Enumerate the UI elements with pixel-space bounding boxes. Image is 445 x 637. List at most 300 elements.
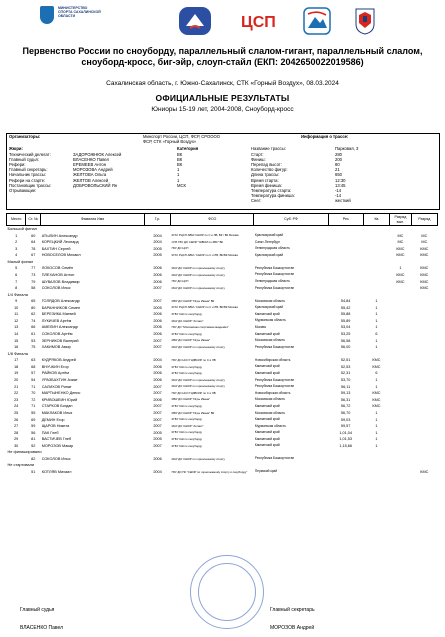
- logo-bar: [0, 4, 445, 42]
- table-cell: [390, 397, 412, 404]
- organizers-label: Организаторы:: [9, 134, 41, 139]
- ministry-logo: [40, 6, 102, 36]
- table-cell: 70: [31, 391, 36, 396]
- table-cell: 1: [375, 437, 378, 442]
- table-cell: 2004: [153, 240, 162, 245]
- table-cell: 2006: [153, 312, 162, 317]
- table-cell: [328, 246, 363, 253]
- table-cell: 2007: [153, 345, 162, 350]
- table-cell: 2007: [153, 384, 162, 389]
- organizers-value: Минспорт России, ЦСП, ФСР, СРОООО ФСР, СТК «Горный Воздух»: [143, 134, 221, 145]
- table-cell: Камчатский край: [254, 430, 280, 435]
- ministry-emblem-icon: [40, 6, 54, 24]
- table-cell: ГБУ ДО ЦСП: [171, 279, 189, 284]
- table-cell: КМС: [372, 404, 381, 409]
- table-row: [7, 344, 438, 351]
- track-value: 200: [335, 156, 342, 162]
- category-label: Категория: [177, 146, 199, 152]
- table-cell: ГБУ ДО ЦСП: [171, 246, 189, 251]
- table-cell: 2007: [153, 391, 162, 396]
- section-title: 1/8 Финала: [7, 350, 28, 356]
- table-cell: 2007: [153, 299, 162, 304]
- results-header-row: [7, 214, 438, 226]
- table-row: [7, 272, 438, 279]
- jury-category: ВК: [177, 151, 183, 157]
- table-cell: [411, 443, 437, 450]
- table-cell: 1: [375, 299, 378, 304]
- table-cell: АТЫЛИН Александр: [41, 233, 78, 238]
- csp-logo-text: ЦСП: [241, 14, 276, 31]
- table-cell: Камчатский край: [254, 403, 280, 408]
- table-cell: [390, 357, 412, 364]
- section-title: Малый финал: [7, 258, 34, 264]
- table-cell: КГБУ СШ по сноуборду: [171, 331, 202, 336]
- jury-name: МОРОЗОВА Андрей: [73, 167, 113, 173]
- table-cell: [7, 456, 26, 463]
- table-cell: 1,01,53: [339, 437, 352, 442]
- table-cell: 30: [14, 443, 19, 448]
- table-row: [7, 416, 438, 423]
- table-cell: [328, 272, 363, 279]
- table-cell: КМС: [420, 469, 429, 474]
- table-cell: 4: [15, 253, 18, 258]
- table-row: [7, 357, 438, 364]
- table-cell: КМС: [420, 266, 429, 271]
- jury-role: Технический делегат:: [9, 151, 51, 157]
- table-cell: ПЛЕХАНОВ Антон: [41, 272, 75, 277]
- table-cell: 2006: [153, 279, 162, 284]
- table-cell: [390, 311, 412, 318]
- table-cell: 1: [375, 430, 378, 435]
- table-cell: 53,70: [340, 378, 351, 383]
- table-cell: [363, 232, 389, 239]
- table-cell: ДЕМИН Егор: [41, 417, 65, 422]
- table-cell: КМС: [420, 246, 429, 251]
- table-cell: 11: [14, 312, 19, 317]
- table-cell: 17: [14, 358, 19, 363]
- table-cell: СОКОЛОВ Илья: [41, 456, 71, 461]
- table-cell: 52,31: [340, 371, 351, 376]
- table-cell: 78: [31, 246, 36, 251]
- table-cell: КМС: [372, 397, 381, 402]
- table-cell: РАЙКОВ Артём: [41, 371, 69, 376]
- table-row: [7, 232, 438, 239]
- track-key: Количество фигур:: [251, 167, 288, 173]
- table-cell: ВАСТИЧЕВ Глеб: [41, 437, 72, 442]
- table-cell: КГБУ СШ по сноуборду: [171, 364, 202, 369]
- table-cell: КГАУ РЦСП АВМ / СШОР по С и ЛВ, ВК/ВК Москва: [171, 253, 238, 258]
- info-grid: [7, 146, 439, 203]
- table-cell: 6: [375, 371, 378, 376]
- track-key: Старт:: [251, 151, 264, 157]
- table-cell: [363, 285, 389, 292]
- table-cell: КГБУ СШ по сноуборду: [171, 371, 202, 376]
- table-cell: 2007: [153, 443, 162, 448]
- jury-role: Отрывающие:: [9, 188, 37, 194]
- table-cell: 14: [14, 332, 19, 337]
- table-cell: [390, 410, 412, 417]
- jury-role: Начальник трассы:: [9, 172, 46, 178]
- table-cell: 12: [14, 318, 19, 323]
- table-cell: 23: [14, 397, 19, 402]
- table-cell: [411, 337, 437, 344]
- table-cell: [411, 416, 437, 423]
- table-cell: [411, 436, 437, 443]
- table-cell: ГБУ ДО "Московская спортивная академия": [171, 325, 229, 330]
- table-cell: [390, 298, 412, 305]
- table-cell: Республика Башкортостан: [254, 456, 295, 461]
- table-cell: 55,88: [340, 312, 351, 317]
- table-cell: 5: [15, 266, 18, 271]
- table-cell: [390, 456, 412, 463]
- table-cell: 2005: [153, 437, 162, 442]
- table-cell: 9: [15, 299, 18, 304]
- table-cell: 62: [31, 312, 36, 317]
- table-cell: 1: [375, 318, 378, 323]
- table-row: [7, 311, 438, 318]
- table-cell: КМС: [420, 279, 429, 284]
- table-cell: 56,11: [341, 384, 351, 389]
- column-header: Рез: [328, 214, 363, 226]
- table-cell: Пермский край: [254, 469, 278, 474]
- table-cell: ЩАРОВ Никита: [41, 424, 70, 429]
- table-cell: 81: [31, 437, 36, 442]
- table-cell: 2004: [153, 358, 162, 363]
- table-row: [7, 318, 438, 325]
- table-cell: 1: [375, 325, 378, 330]
- jury-category: ВК: [177, 156, 183, 162]
- table-cell: Красноярский край: [254, 305, 284, 310]
- track-key: Финиш:: [251, 156, 266, 162]
- table-cell: МАУ ДО СШОР по горнолыжному спорту: [171, 344, 225, 349]
- table-cell: Республика Башкортостан: [254, 272, 295, 277]
- table-cell: 73: [31, 272, 36, 277]
- table-cell: [390, 331, 412, 338]
- jury-role: Главный секретарь:: [9, 167, 48, 173]
- table-cell: КМС: [372, 364, 381, 369]
- table-cell: МАУ ДО СШОР по горнолыжному спорту: [171, 384, 225, 389]
- table-cell: 77: [31, 266, 36, 271]
- column-header: Кв: [363, 214, 389, 226]
- table-cell: КМС: [420, 253, 429, 258]
- table-cell: МОРОЗОВ Макар: [41, 443, 74, 448]
- table-cell: МБУ ДО СШОР "Игры Ивана": [171, 338, 211, 343]
- table-cell: [328, 265, 363, 272]
- table-cell: 2005: [153, 246, 162, 251]
- table-cell: [390, 443, 412, 450]
- column-header: Место: [7, 214, 26, 226]
- track-key: Снег:: [251, 198, 262, 204]
- track-key: Время финиша:: [251, 182, 283, 188]
- table-cell: 6: [15, 272, 18, 277]
- column-header: Ст. №: [26, 214, 41, 226]
- column-header: Фамилия Имя: [41, 214, 145, 226]
- column-header: ФСО: [171, 214, 254, 226]
- table-cell: 2007: [153, 411, 162, 415]
- table-row: [7, 456, 438, 463]
- table-cell: КМС: [396, 272, 405, 277]
- table-cell: 2006: [153, 318, 162, 323]
- table-cell: КМС: [372, 391, 381, 396]
- table-row: [7, 436, 438, 443]
- table-cell: [390, 324, 412, 331]
- table-cell: 61: [31, 332, 36, 337]
- table-cell: МАУ ДО СШОР по горнолыжному спорту: [171, 266, 225, 270]
- table-cell: УРАЗБАХТИН Азиат: [41, 378, 78, 383]
- table-cell: 59,13: [340, 391, 351, 396]
- jury-category: ВК: [177, 162, 183, 168]
- table-cell: 71: [31, 384, 36, 389]
- table-row: [7, 403, 438, 410]
- info-block: [6, 133, 440, 210]
- table-cell: 1,15,66: [339, 443, 352, 448]
- table-cell: 2006: [153, 371, 162, 376]
- table-cell: [328, 285, 363, 292]
- table-row: [7, 443, 438, 450]
- table-cell: [328, 232, 363, 239]
- table-cell: 2007: [153, 424, 162, 429]
- table-cell: [411, 403, 437, 410]
- jury-name: ЖЕЛТОВА Ольга: [73, 172, 107, 178]
- table-cell: [328, 239, 363, 246]
- table-cell: ЛОКОСОВ Семён: [41, 266, 74, 271]
- jury-name: ЖЕЛТОВ Алексей: [73, 177, 109, 183]
- table-cell: [411, 344, 437, 351]
- table-cell: Ленинградская область: [254, 279, 290, 284]
- table-cell: [363, 239, 389, 246]
- track-value: 280: [335, 151, 342, 157]
- table-cell: 15: [14, 338, 19, 343]
- table-cell: БАХТИН Сергей: [41, 246, 71, 251]
- table-cell: 56: [31, 430, 36, 435]
- table-cell: 54: [31, 378, 36, 383]
- table-cell: [390, 403, 412, 410]
- table-cell: 59: [31, 424, 36, 429]
- table-cell: 53,25: [340, 332, 351, 337]
- table-cell: [390, 318, 412, 325]
- table-cell: 56,72: [340, 404, 351, 409]
- table-cell: МАУ ДО СШОР по горнолыжному спорту: [171, 456, 225, 461]
- table-cell: 56,31: [340, 397, 351, 402]
- table-cell: 1: [375, 338, 378, 343]
- table-cell: 2006: [153, 272, 162, 277]
- secretary-label: Главный секретарь: [270, 607, 315, 613]
- table-cell: 2004: [153, 233, 162, 238]
- section-title: Большой финал: [7, 226, 37, 232]
- table-row: [7, 370, 438, 377]
- table-cell: 1: [375, 378, 378, 383]
- table-cell: 56,70: [340, 411, 351, 415]
- table-cell: 29: [14, 437, 19, 442]
- table-cell: 57: [31, 371, 36, 376]
- track-key: Температура финиша:: [251, 193, 295, 199]
- table-cell: 2005: [153, 305, 162, 310]
- table-cell: [363, 252, 389, 259]
- table-cell: [363, 272, 389, 279]
- table-cell: Республика Башкортостан: [254, 344, 295, 349]
- table-cell: КГАУ РЦСП АВМ / СШОР по С и ЛВ, ВК/ВК Москва: [171, 305, 238, 310]
- table-cell: Камчатский край: [254, 331, 280, 336]
- jury-name: ВЛАСЕНКО Павел: [73, 156, 109, 162]
- table-cell: [390, 370, 412, 377]
- table-cell: [328, 456, 363, 463]
- table-cell: [411, 456, 437, 463]
- table-cell: 51: [31, 469, 36, 474]
- table-cell: 2006: [153, 456, 162, 461]
- table-row: [7, 239, 438, 246]
- table-cell: [411, 318, 437, 325]
- table-cell: Камчатский край: [254, 436, 280, 441]
- table-cell: 2: [15, 240, 18, 245]
- table-cell: КРИВОШЕИН Юрий: [41, 397, 78, 402]
- table-cell: БАРАННИКОВ Семен: [41, 305, 81, 310]
- table-cell: КГАУ РЦСП АВМ/ СШОР по С и ЛВ, ВК / ВК Москва: [171, 233, 239, 238]
- table-cell: МАУ ДО СШОР по горнолыжному спорту: [171, 272, 225, 277]
- table-cell: [390, 344, 412, 351]
- table-cell: 18: [14, 364, 19, 369]
- table-cell: [411, 331, 437, 338]
- table-row: [7, 305, 438, 312]
- table-cell: КГБУ СШ по сноуборду: [171, 417, 202, 422]
- jury-category: 1: [177, 167, 180, 173]
- table-cell: [411, 311, 437, 318]
- jury-category: МСК: [177, 182, 186, 188]
- table-cell: МАКЛАКОВ Илья: [41, 411, 73, 415]
- table-cell: [363, 469, 389, 476]
- table-cell: [411, 324, 437, 331]
- table-cell: 22: [14, 391, 19, 396]
- table-cell: САЛИХОВ Ринат: [41, 384, 72, 389]
- table-cell: [411, 305, 437, 312]
- table-cell: 1: [15, 233, 18, 238]
- table-row: [7, 469, 438, 476]
- chief-judge-name: ВЛАСЕНКО Павел: [20, 625, 63, 631]
- table-cell: ХАКИМОВ Амир: [41, 345, 71, 350]
- table-cell: 1: [375, 443, 378, 448]
- jury-label: Жюри:: [9, 146, 23, 152]
- table-cell: МАУ ДО СШОР по горнолыжному спорту: [171, 377, 225, 382]
- table-cell: ГБУ ДО НСО ГЦЗВСИР по С и ЛВ: [171, 390, 216, 395]
- location-date: Сахалинская область, г. Южно-Сахалинск, СТК «Горный Воздух», 08.03.2024: [106, 80, 339, 87]
- jury-role: Постановщик трассы:: [9, 182, 52, 188]
- table-cell: 1: [375, 411, 378, 415]
- table-cell: Московская область: [254, 298, 286, 303]
- table-cell: [390, 383, 412, 390]
- table-cell: КГБУ СШ по сноуборду: [171, 437, 202, 442]
- table-cell: [328, 252, 363, 259]
- jury-name: ДОБРОВОЛЬСКИЙ Ян: [73, 182, 118, 188]
- table-cell: КГБУ СШ по сноуборду: [171, 430, 202, 435]
- table-cell: Мурманская область: [254, 423, 286, 428]
- table-cell: [390, 285, 412, 292]
- table-cell: 24: [14, 404, 19, 409]
- jury-category: 1: [177, 172, 180, 178]
- table-cell: 7: [15, 279, 18, 284]
- table-cell: Камчатский край: [254, 370, 280, 375]
- track-key: Температура старта:: [251, 188, 292, 194]
- table-cell: [328, 278, 363, 285]
- table-cell: [411, 357, 437, 364]
- track-key: Длина трассы:: [251, 172, 280, 178]
- track-info-label: Информация о трассе:: [301, 134, 349, 139]
- table-cell: 2007: [153, 338, 162, 343]
- table-cell: 54,84: [340, 299, 351, 304]
- table-cell: 67: [31, 253, 36, 258]
- table-cell: Санкт-Петербург: [254, 239, 280, 244]
- table-cell: Республика Башкортостан: [254, 285, 295, 290]
- jury-role: Главный судья:: [9, 156, 39, 162]
- table-cell: МС: [397, 240, 404, 245]
- table-cell: СОКОЛОВ Артём: [41, 332, 73, 337]
- track-value: -14: [335, 193, 342, 199]
- mountain-air-logo-icon: [302, 6, 332, 36]
- jury-role: Рефери на старте:: [9, 177, 46, 183]
- table-cell: 8: [15, 286, 18, 291]
- info-row: [7, 198, 439, 203]
- table-cell: 59,03: [340, 417, 351, 422]
- table-cell: КМС: [396, 253, 405, 258]
- table-cell: 1: [375, 424, 378, 429]
- table-row: [7, 397, 438, 404]
- table-cell: СПб ГБУ ДО СШОР "ШВСМ по ЗВС" ВК: [171, 239, 224, 244]
- table-cell: [411, 383, 437, 390]
- table-cell: 60: [31, 233, 36, 238]
- track-value: 80: [335, 162, 340, 168]
- table-cell: Камчатский край: [254, 364, 280, 369]
- table-cell: [411, 423, 437, 430]
- table-cell: БЕРЕЗИКА Матвей: [41, 312, 76, 317]
- table-cell: 2005: [153, 253, 162, 258]
- jury-name: ЕРЕМЕЕВ Антон: [73, 162, 107, 168]
- table-cell: [363, 278, 389, 285]
- jury-role: Рефери:: [9, 162, 26, 168]
- table-cell: [390, 416, 412, 423]
- table-cell: ГОЛЯДОВ Александр: [41, 299, 80, 304]
- table-cell: [390, 377, 412, 384]
- table-cell: [363, 265, 389, 272]
- table-row: [7, 252, 438, 259]
- table-cell: 72: [31, 397, 36, 402]
- table-cell: 2006: [153, 364, 162, 369]
- table-cell: 16: [14, 345, 19, 350]
- column-header: Разряд вып.: [390, 214, 412, 226]
- table-cell: Московская область: [254, 397, 286, 402]
- table-cell: КГБУ СШ по сноуборду: [171, 404, 202, 409]
- table-cell: 56,00: [340, 345, 351, 350]
- table-cell: Новосибирская область: [254, 390, 291, 395]
- table-cell: 2007: [153, 404, 162, 409]
- table-cell: [411, 298, 437, 305]
- track-value: 21: [335, 167, 340, 173]
- table-cell: 71: [31, 404, 36, 409]
- table-cell: 2006: [153, 266, 162, 271]
- table-row: [7, 423, 438, 430]
- table-cell: 56,58: [340, 338, 351, 343]
- table-cell: 55,42: [340, 305, 351, 310]
- table-cell: 1: [375, 312, 378, 317]
- table-cell: [390, 390, 412, 397]
- table-cell: 52: [31, 443, 36, 448]
- table-cell: Московская область: [254, 410, 286, 415]
- table-cell: 52,53: [340, 364, 351, 369]
- table-cell: КУДРЯКОВ Андрей: [41, 358, 76, 363]
- column-header: Суб. РФ: [254, 214, 328, 226]
- table-cell: [411, 397, 437, 404]
- track-value: -14: [335, 188, 342, 194]
- ministry-logo-text: МИНИСТЕРСТВО СПОРТА САХАЛИНСКОЙ ОБЛАСТИ: [58, 6, 101, 19]
- table-row: [7, 265, 438, 272]
- table-cell: 10: [14, 305, 19, 310]
